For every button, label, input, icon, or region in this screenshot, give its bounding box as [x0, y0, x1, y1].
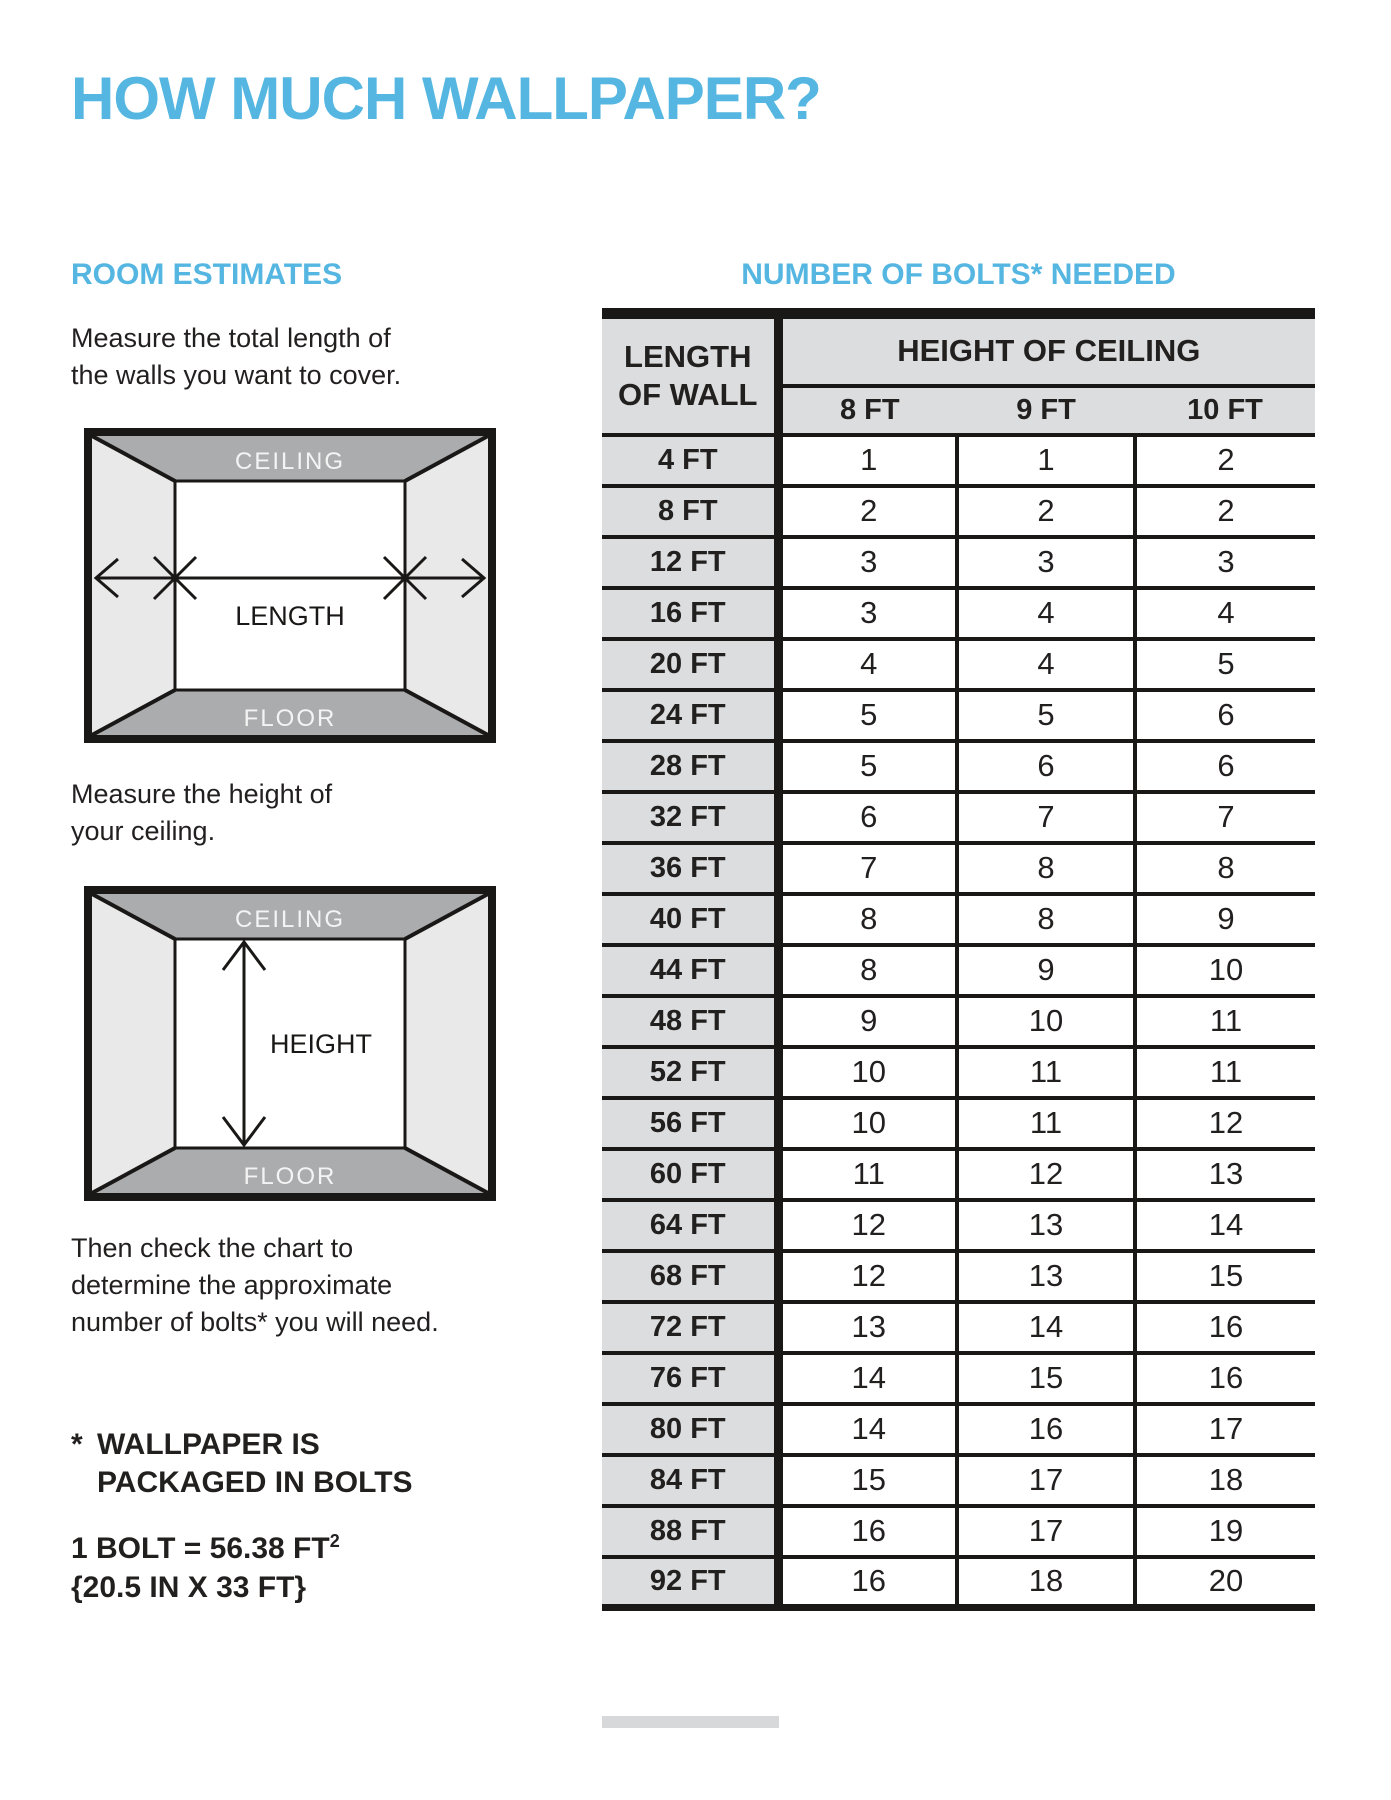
- footnote-line2: PACKAGED IN BOLTS: [97, 1466, 413, 1499]
- row-header: 12 FT: [602, 537, 778, 588]
- row-header: 72 FT: [602, 1302, 778, 1353]
- row-header: 32 FT: [602, 792, 778, 843]
- instruction-length: [71, 320, 401, 394]
- ceiling-label: CEILING: [234, 448, 346, 475]
- corner-header: [602, 314, 778, 435]
- row-header: 16 FT: [602, 588, 778, 639]
- table-row: [602, 1302, 1315, 1353]
- table-row: [602, 435, 1315, 486]
- instruction-chart: [71, 1230, 439, 1341]
- bolt-count-cell: 20: [1135, 1557, 1315, 1608]
- col-header-8ft: 8 FT: [778, 386, 957, 435]
- ceiling-label: CEILING: [234, 906, 346, 933]
- bolt-count-cell: 4: [778, 639, 957, 690]
- table-row: [602, 894, 1315, 945]
- row-header: 4 FT: [602, 435, 778, 486]
- bolt-count-cell: 12: [778, 1200, 957, 1251]
- bolt-count-cell: 4: [957, 588, 1135, 639]
- table-row: [602, 1506, 1315, 1557]
- table-row: [602, 792, 1315, 843]
- instruction-chart-line2: determine the approximate: [71, 1270, 393, 1300]
- instruction-chart-line3: number of bolts* you will need.: [71, 1307, 439, 1337]
- bolt-count-cell: 14: [957, 1302, 1135, 1353]
- instruction-height-line2: your ceiling.: [71, 816, 216, 846]
- left-wall-surface: [92, 894, 175, 1193]
- footnote-asterisk: *: [71, 1428, 83, 1461]
- bolt-count-cell: 8: [1135, 843, 1315, 894]
- bolt-count-cell: 8: [778, 894, 957, 945]
- instruction-height-line1: Measure the height of: [71, 779, 333, 809]
- table-footer-strip: [602, 1716, 779, 1728]
- bolt-count-cell: 11: [1135, 1047, 1315, 1098]
- bolt-count-cell: 9: [957, 945, 1135, 996]
- group-header-row: [602, 314, 1315, 386]
- table-row: [602, 1251, 1315, 1302]
- page-title: HOW MUCH WALLPAPER?: [71, 65, 821, 132]
- bolt-count-cell: 6: [1135, 690, 1315, 741]
- row-header: 24 FT: [602, 690, 778, 741]
- bolt-count-cell: 11: [957, 1098, 1135, 1149]
- row-header: 80 FT: [602, 1404, 778, 1455]
- bolt-count-cell: 10: [957, 996, 1135, 1047]
- bolt-count-cell: 17: [957, 1455, 1135, 1506]
- bolt-count-cell: 6: [1135, 741, 1315, 792]
- bolt-count-cell: 13: [957, 1251, 1135, 1302]
- bolt-spec-superscript: 2: [329, 1531, 340, 1551]
- bolt-count-cell: 12: [957, 1149, 1135, 1200]
- bolt-count-cell: 3: [1135, 537, 1315, 588]
- height-of-ceiling-header: HEIGHT OF CEILING: [778, 314, 1315, 386]
- bolt-count-cell: 6: [778, 792, 957, 843]
- bolt-count-cell: 2: [1135, 486, 1315, 537]
- bolts-needed-heading: NUMBER OF BOLTS* NEEDED: [741, 258, 1176, 291]
- length-label: LENGTH: [235, 601, 345, 631]
- table-row: [602, 486, 1315, 537]
- right-wall-surface: [405, 894, 488, 1193]
- bolt-count-cell: 16: [778, 1506, 957, 1557]
- bolt-count-cell: 16: [778, 1557, 957, 1608]
- row-header: 60 FT: [602, 1149, 778, 1200]
- table-row: [602, 1047, 1315, 1098]
- corner-header-line2: OF WALL: [618, 376, 758, 412]
- table-row: [602, 690, 1315, 741]
- room-height-diagram: [84, 886, 496, 1201]
- bolt-count-cell: 8: [778, 945, 957, 996]
- bolt-count-cell: 5: [778, 690, 957, 741]
- bolt-count-cell: 13: [778, 1302, 957, 1353]
- bolt-count-cell: 10: [778, 1098, 957, 1149]
- table-row: [602, 996, 1315, 1047]
- bolt-count-cell: 9: [778, 996, 957, 1047]
- bolt-count-cell: 1: [778, 435, 957, 486]
- bolt-spec-line1: [71, 1522, 340, 1568]
- row-header: 56 FT: [602, 1098, 778, 1149]
- bolt-count-cell: 7: [1135, 792, 1315, 843]
- row-header: 84 FT: [602, 1455, 778, 1506]
- row-header: 8 FT: [602, 486, 778, 537]
- bolt-count-cell: 3: [957, 537, 1135, 588]
- bolt-table-body: [602, 435, 1315, 1608]
- bolt-count-cell: 7: [778, 843, 957, 894]
- bolt-count-cell: 11: [778, 1149, 957, 1200]
- table-row: [602, 1557, 1315, 1608]
- bolt-spec-equation: 1 BOLT = 56.38 FT: [71, 1532, 330, 1565]
- footnote-line1: WALLPAPER IS: [97, 1428, 320, 1461]
- bolt-count-cell: 17: [1135, 1404, 1315, 1455]
- table-row: [602, 1455, 1315, 1506]
- row-header: 40 FT: [602, 894, 778, 945]
- table-row: [602, 1098, 1315, 1149]
- bolt-count-cell: 14: [778, 1353, 957, 1404]
- table-row: [602, 741, 1315, 792]
- bolt-count-cell: 4: [1135, 588, 1315, 639]
- instruction-length-line2: the walls you want to cover.: [71, 360, 402, 390]
- bolt-count-cell: 16: [1135, 1302, 1315, 1353]
- col-header-9ft: 9 FT: [957, 386, 1135, 435]
- table-row: [602, 945, 1315, 996]
- bolt-count-cell: 1: [957, 435, 1135, 486]
- table-row: [602, 843, 1315, 894]
- row-header: 76 FT: [602, 1353, 778, 1404]
- table-row: [602, 1353, 1315, 1404]
- table-row: [602, 1149, 1315, 1200]
- bolt-count-cell: 6: [957, 741, 1135, 792]
- bolt-count-cell: 13: [1135, 1149, 1315, 1200]
- bolt-count-cell: 3: [778, 537, 957, 588]
- bolt-count-cell: 2: [1135, 435, 1315, 486]
- bolt-spec-line2: {20.5 IN X 33 FT}: [71, 1571, 307, 1604]
- bolt-count-cell: 9: [1135, 894, 1315, 945]
- bolt-count-cell: 5: [957, 690, 1135, 741]
- row-header: 44 FT: [602, 945, 778, 996]
- height-label: HEIGHT: [270, 1029, 373, 1059]
- table-row: [602, 588, 1315, 639]
- bolt-footnote: [71, 1426, 413, 1502]
- bolt-count-cell: 14: [1135, 1200, 1315, 1251]
- bolt-count-cell: 11: [957, 1047, 1135, 1098]
- row-header: 88 FT: [602, 1506, 778, 1557]
- bolt-table: [602, 308, 1315, 1611]
- bolt-spec: [71, 1522, 340, 1607]
- table-row: [602, 1200, 1315, 1251]
- bolt-count-cell: 10: [778, 1047, 957, 1098]
- table-row: [602, 537, 1315, 588]
- table-row: [602, 639, 1315, 690]
- bolt-count-cell: 8: [957, 843, 1135, 894]
- bolt-count-cell: 18: [957, 1557, 1135, 1608]
- bolt-count-cell: 15: [778, 1455, 957, 1506]
- instruction-height: [71, 776, 332, 850]
- back-wall-surface: [175, 481, 405, 690]
- row-header: 20 FT: [602, 639, 778, 690]
- corner-header-line1: LENGTH: [624, 338, 752, 374]
- instruction-length-line1: Measure the total length of: [71, 323, 391, 353]
- bolt-count-cell: 3: [778, 588, 957, 639]
- bolt-count-cell: 5: [778, 741, 957, 792]
- bolt-count-cell: 16: [1135, 1353, 1315, 1404]
- table-row: [602, 1404, 1315, 1455]
- bolt-count-cell: 12: [778, 1251, 957, 1302]
- bolt-count-cell: 18: [1135, 1455, 1315, 1506]
- bolt-count-cell: 5: [1135, 639, 1315, 690]
- bolt-count-cell: 11: [1135, 996, 1315, 1047]
- bolt-count-cell: 4: [957, 639, 1135, 690]
- bolt-count-cell: 12: [1135, 1098, 1315, 1149]
- bolt-count-cell: 13: [957, 1200, 1135, 1251]
- row-header: 28 FT: [602, 741, 778, 792]
- bolt-count-cell: 10: [1135, 945, 1315, 996]
- bolt-table-container: [602, 308, 1315, 1611]
- bolt-count-cell: 19: [1135, 1506, 1315, 1557]
- row-header: 48 FT: [602, 996, 778, 1047]
- row-header: 36 FT: [602, 843, 778, 894]
- row-header: 64 FT: [602, 1200, 778, 1251]
- bolt-count-cell: 7: [957, 792, 1135, 843]
- bolt-count-cell: 16: [957, 1404, 1135, 1455]
- bolt-count-cell: 15: [957, 1353, 1135, 1404]
- col-header-10ft: 10 FT: [1135, 386, 1315, 435]
- bolt-count-cell: 2: [957, 486, 1135, 537]
- room-length-diagram: [84, 428, 496, 743]
- bolt-count-cell: 17: [957, 1506, 1135, 1557]
- room-estimates-heading: ROOM ESTIMATES: [71, 258, 343, 291]
- row-header: 68 FT: [602, 1251, 778, 1302]
- row-header: 92 FT: [602, 1557, 778, 1608]
- bolt-count-cell: 14: [778, 1404, 957, 1455]
- floor-label: FLOOR: [243, 705, 337, 732]
- bolt-count-cell: 8: [957, 894, 1135, 945]
- bolt-count-cell: 2: [778, 486, 957, 537]
- bolt-count-cell: 15: [1135, 1251, 1315, 1302]
- floor-label: FLOOR: [243, 1163, 337, 1190]
- row-header: 52 FT: [602, 1047, 778, 1098]
- instruction-chart-line1: Then check the chart to: [71, 1233, 354, 1263]
